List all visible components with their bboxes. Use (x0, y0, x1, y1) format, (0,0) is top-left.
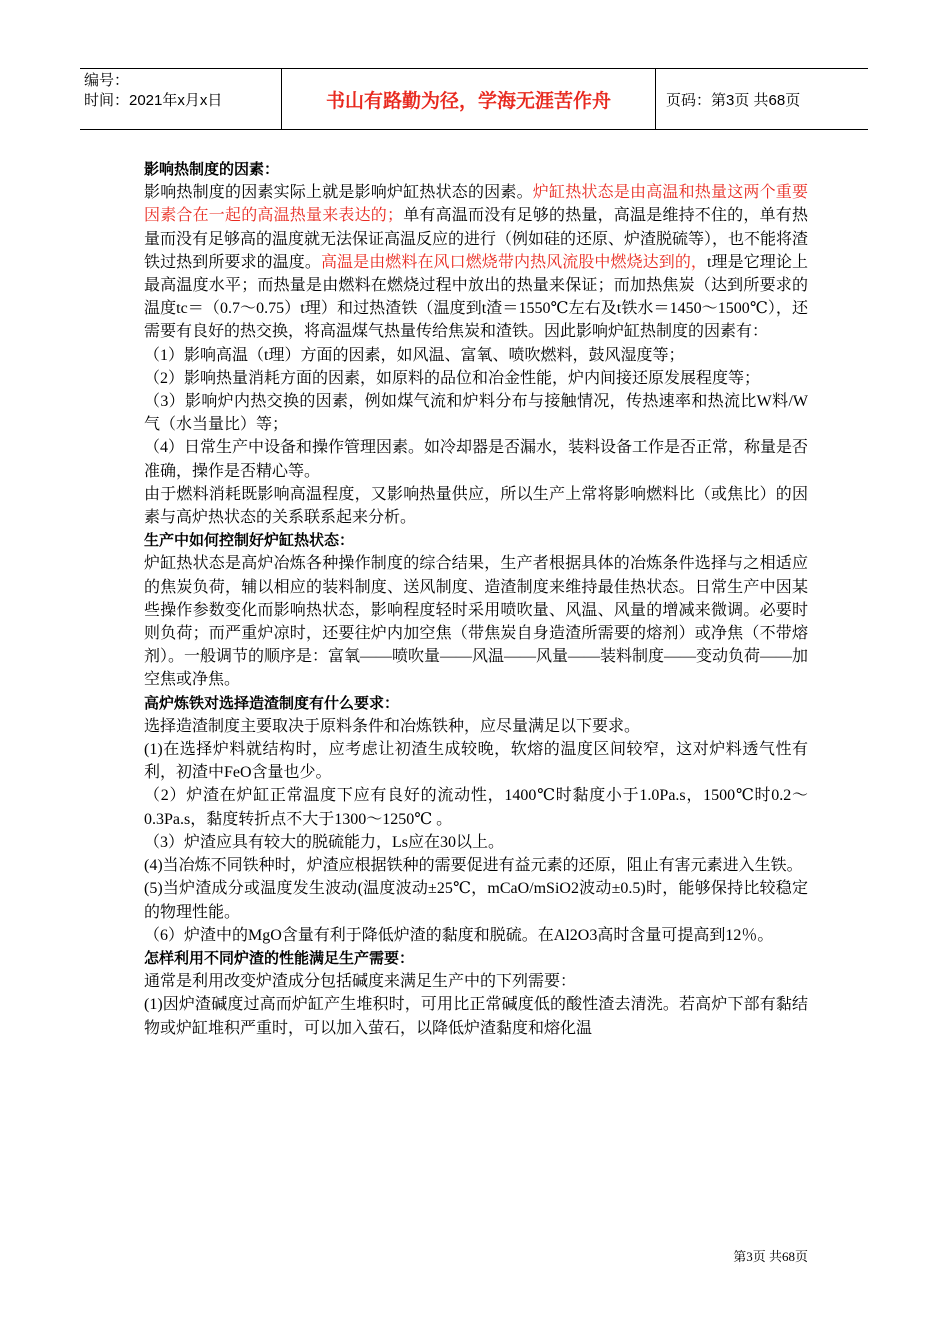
header-page-number: 页码：第3页 共68页 (666, 91, 801, 109)
paragraph: （3）影响炉内热交换的因素，例如煤气流和炉料分布与接触情况，传热速率和热流比W料/W气（水当量比）等； (144, 393, 808, 434)
paragraph: (1)在选择炉料就结构时，应考虑让初渣生成较晚，软熔的温度区间较窄，这对炉料透气性有利，初渣中FeO含量也少。 (144, 741, 808, 782)
section-heading: 怎样利用不同炉渣的性能满足生产需要： (144, 948, 415, 967)
section-heading: 影响热制度的因素： (144, 160, 280, 178)
header-motto: 书山有路勤为径，学海无涯苦作舟 (282, 69, 656, 129)
document-date: 时间：2021年x月x日 (84, 92, 223, 109)
section-heading: 高炉炼铁对选择造渣制度有什么要求： (144, 693, 400, 712)
paragraph: (5)当炉渣成分或温度发生波动(温度波动±25℃，mCaO/mSiO2波动±0.5)时，能够保持比较稳定的物理性能。 (144, 880, 808, 921)
paragraph: (1)因炉渣碱度过高而炉缸产生堆积时，可用比正常碱度低的酸性渣去清洗。若高炉下部有黏结物或炉缸堆积严重时，可以加入萤石，以降低炉渣黏度和熔化温 (144, 996, 808, 1037)
paragraph: （2）炉渣在炉缸正常温度下应有良好的流动性，1400℃时黏度小于1.0Pa.s，1500℃时0.2～0.3Pa.s，黏度转折点不大于1300～1250℃ 。 (144, 787, 808, 828)
highlighted-text: 炉缸热状态是由高温和热量这两个重要因素合在一起的高温热量来表达的； (144, 184, 808, 225)
section-heading: 生产中如何控制好炉缸热状态： (144, 531, 355, 550)
paragraph: （2）影响热量消耗方面的因素，如原料的品位和冶金性能，炉内间接还原发展程度等； (144, 369, 761, 387)
page-footer: 第3页 共68页 (733, 1249, 808, 1264)
paragraph: （1）影响高温（t理）方面的因素，如风温、富氧、喷吹燃料，鼓风湿度等； (144, 346, 685, 364)
text-run: 单有高温而没有足够的热量，高温是维持不住的，单有热量而没有足够高的温度就无法保证高温反应的进行（例如硅的还原、炉渣脱硫等），也不能将渣铁过热到所要求的温度。 (144, 207, 809, 271)
paragraph: （6）炉渣中的MgO含量有利于降低炉渣的黏度和脱硫。在Al2O3高时含量可提高到12％。 (144, 926, 774, 944)
paragraph (144, 181, 808, 343)
paragraph: 炉缸热状态是高炉冶炼各种操作制度的综合结果，生产者根据具体的冶炼条件选择与之相适应的焦炭负荷，辅以相应的装料制度、送风制度、造渣制度来维持最佳热状态。日常生产中因某些操作参数变化而影响热状态，影响程度轻时采用喷吹量、风温、风量的增减来微调。必要时则负荷；而严重炉凉时，还要往炉内加空焦（带焦炭自身造渣所需要的熔剂）或净焦（不带熔剂）。一般调节的顺序是：富氧——喷吹量——风温——风量——装料制度——变动负荷——加空焦或净焦。 (144, 555, 809, 689)
text-run: t理是它理论上最高温度水平；而热量是由燃料在燃烧过程中放出的热量来保证；而加热焦炭（达到所要求的温度tc＝（0.7～0.75）t理）和过热渣铁（温度到t渣＝1550℃左右及t铁水＝1450～1500℃），还需要有良好的热交换，将高温煤气热量传给焦炭和渣铁。因此影响炉缸热制度的因素有： (144, 253, 808, 341)
paragraph: (4)当冶炼不同铁种时，炉渣应根据铁种的需要促进有益元素的还原，阻止有害元素进入生铁。 (144, 857, 803, 875)
paragraph: （3）炉渣应具有较大的脱硫能力，Ls应在30以上。 (144, 833, 505, 851)
paragraph: （4）日常生产中设备和操作管理因素。如冷却器是否漏水，装料设备工作是否正常，称量是否准确，操作是否精心等。 (144, 439, 809, 480)
document-body (144, 158, 808, 1040)
text-run: 影响热制度的因素实际上就是影响炉缸热状态的因素。 (144, 184, 533, 202)
paragraph: 通常是利用改变炉渣成分包括碱度来满足生产中的下列需要： (144, 973, 577, 991)
page-header (80, 68, 868, 130)
header-meta (80, 69, 282, 129)
paragraph: 选择造渣制度主要取决于原料条件和冶炼铁种，应尽量满足以下要求。 (144, 717, 641, 735)
document-number-label: 编号： (84, 72, 130, 89)
highlighted-text: 高温是由燃料在风口燃烧带内热风流股中燃烧达到的， (320, 253, 708, 271)
paragraph: 由于燃料消耗既影响高温程度，又影响热量供应，所以生产上常将影响燃料比（或焦比）的因素与高炉热状态的关系联系起来分析。 (144, 485, 808, 527)
